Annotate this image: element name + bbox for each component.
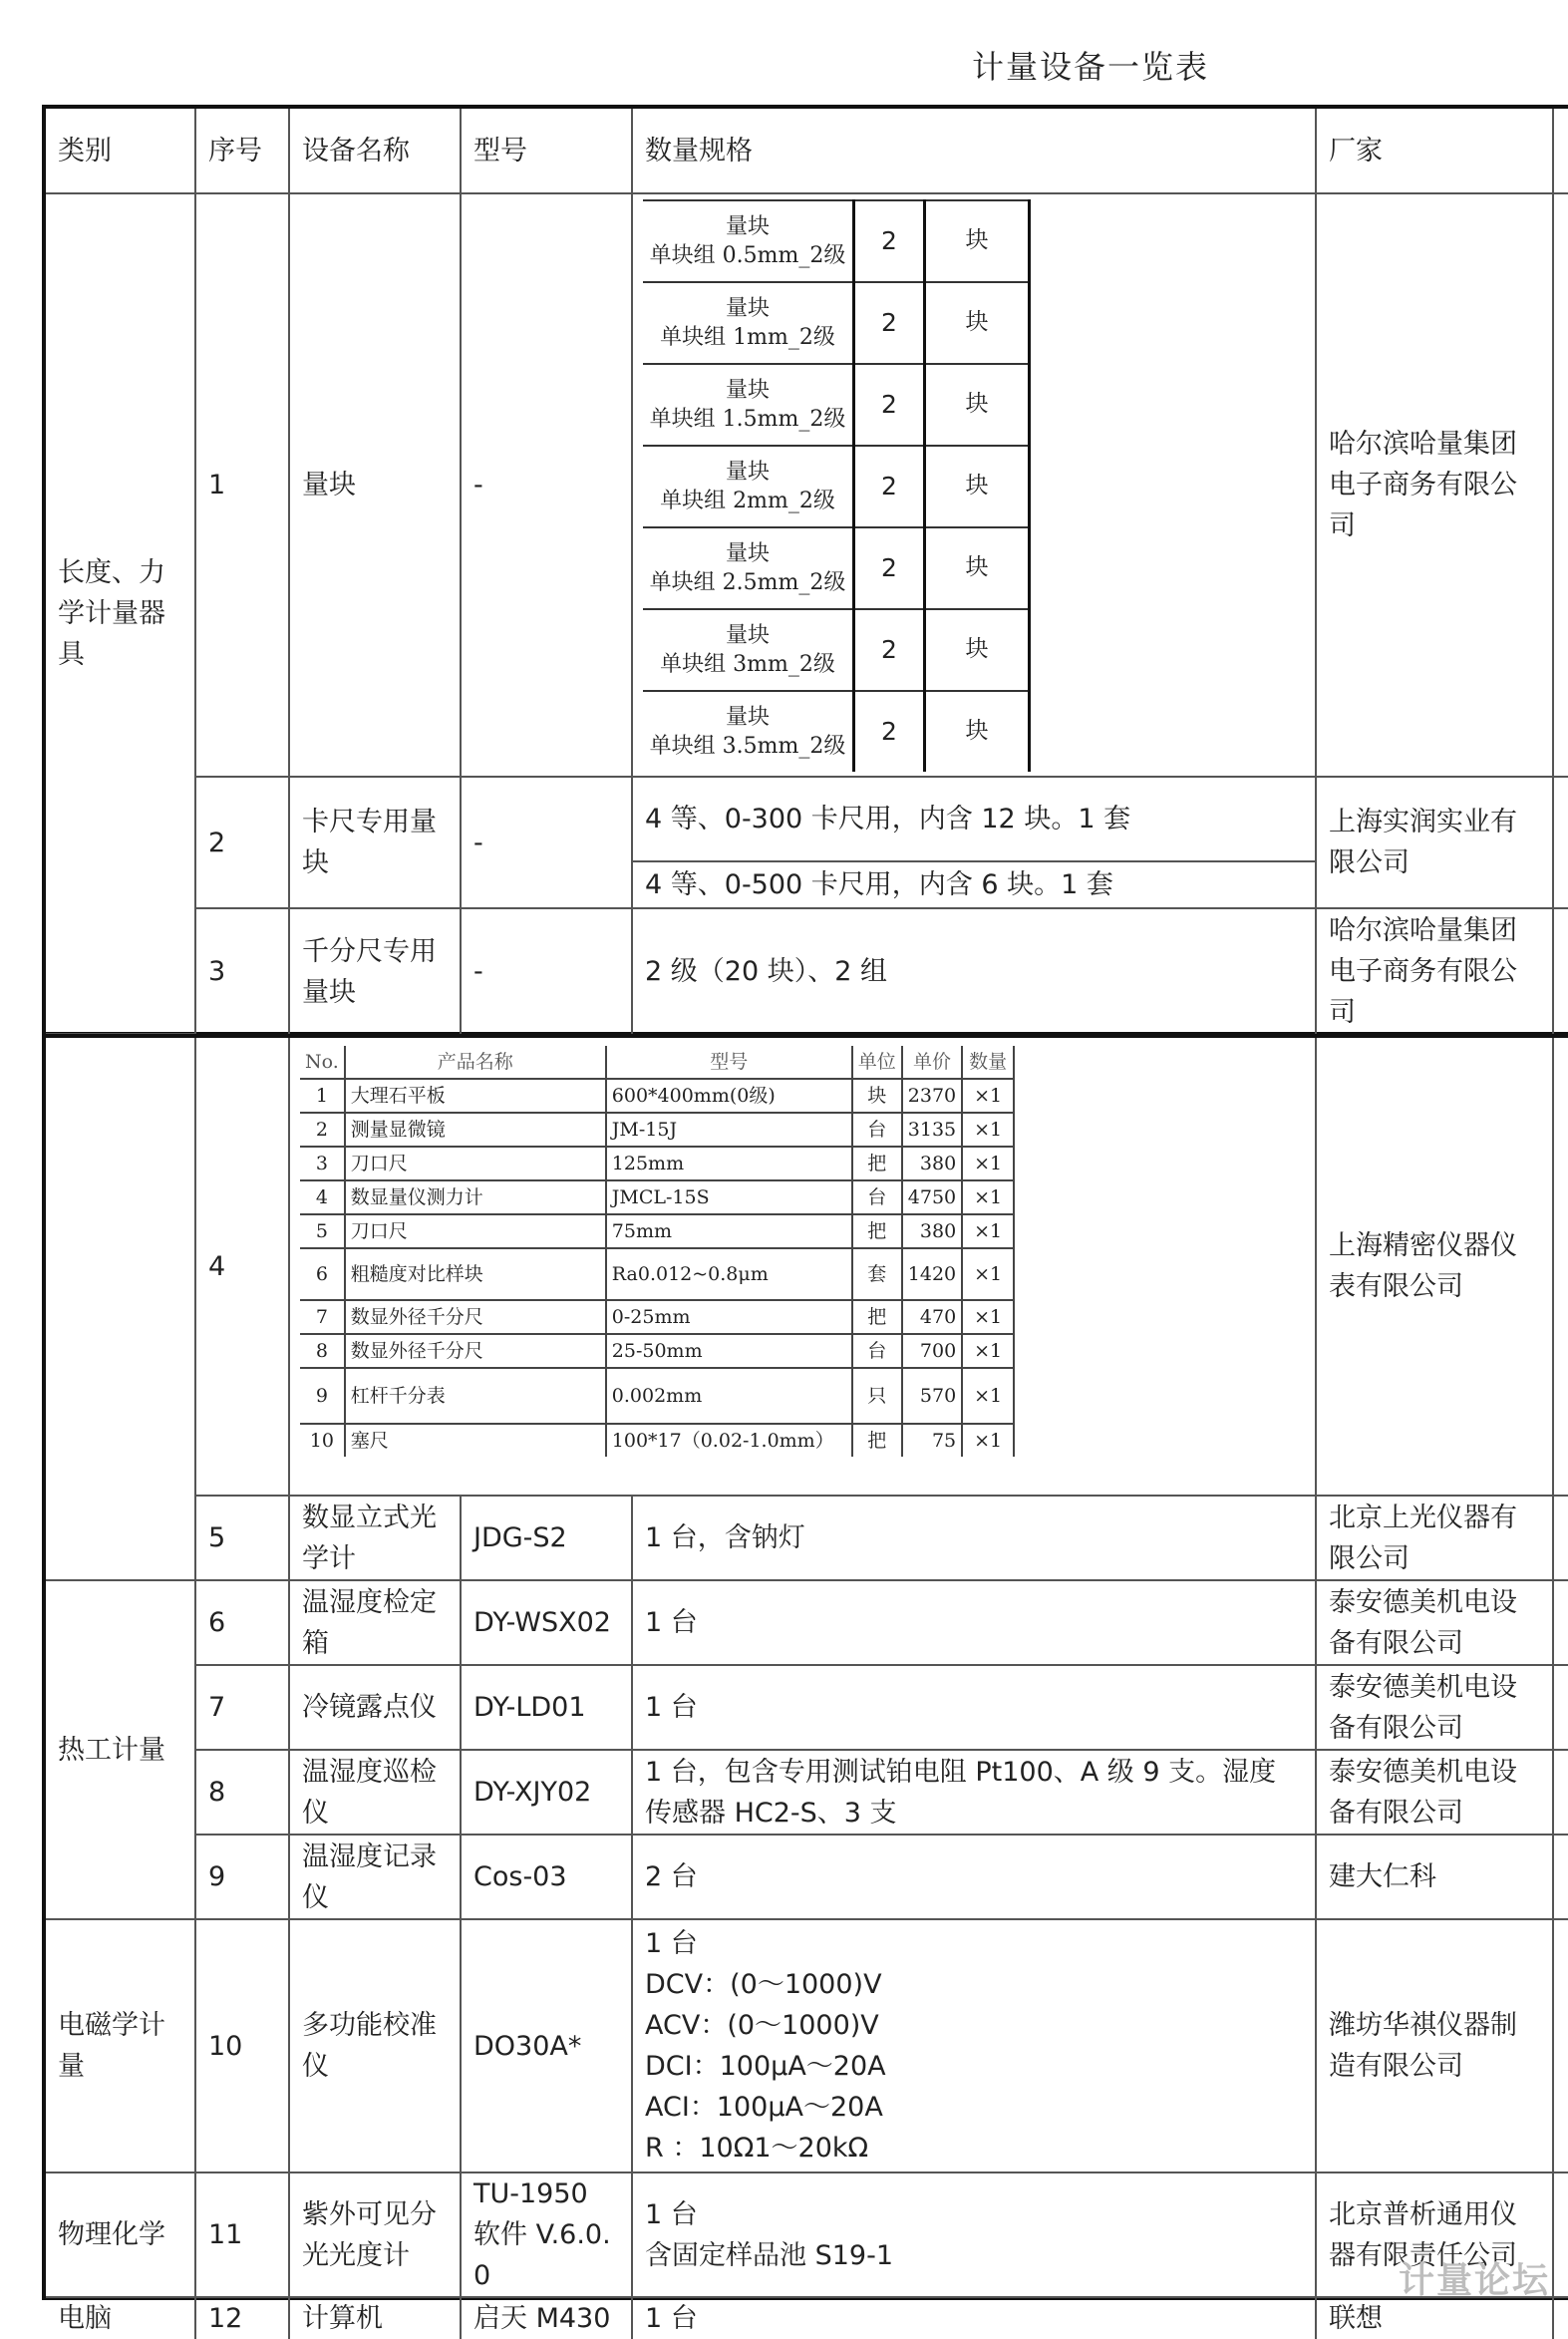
- equipment-table-part2: [42, 1034, 1568, 2334]
- row-maker: 哈尔滨哈量集团电子商务有限公司: [1316, 193, 1553, 777]
- row-model: TU-1950 软件 V.6.0.0: [461, 2172, 632, 2297]
- product-row: 10 塞尺 100*17（0.02-1.0mm） 把 75 ×1: [300, 1424, 1014, 1457]
- row-no: 11: [195, 2172, 289, 2297]
- product-row: 3 刀口尺 125mm 把 380 ×1: [300, 1147, 1014, 1180]
- category-cell: 电脑: [46, 2297, 195, 2339]
- row-spec: 1 台: [632, 1580, 1316, 1665]
- row-no: 3: [195, 908, 289, 1034]
- row-spec: [632, 193, 1316, 777]
- row-no: 5: [195, 1496, 289, 1580]
- row-no: 4: [195, 1038, 289, 1496]
- row-maker: 哈尔滨哈量集团电子商务有限公司: [1316, 908, 1553, 1034]
- row-no: 2: [195, 777, 289, 908]
- row-maker: 上海实润实业有限公司: [1316, 777, 1553, 908]
- table-row: [46, 1919, 1568, 2172]
- row-name: 千分尺专用量块: [289, 908, 461, 1034]
- row-name: 温湿度记录仪: [289, 1835, 461, 1919]
- row-model: 启天 M430: [461, 2297, 632, 2339]
- row-spec: 1 台 含固定样品池 S19-1: [632, 2172, 1316, 2297]
- table-row: [46, 2297, 1568, 2339]
- table-row: [46, 1750, 1568, 1835]
- product-table: [300, 1046, 1015, 1457]
- row-spec: 1 台 DCV：(0～1000)V ACV：(0～1000)V DCI：100μA～20A ACI：100μA～20A R ：10Ω1～20kΩ: [632, 1919, 1316, 2172]
- row-maker: 建大仁科: [1316, 1835, 1553, 1919]
- table-row: [46, 1580, 1568, 1665]
- row-spec: 1 台，包含专用测试铂电阻 Pt100、A 级 9 支。湿度传感器 HC2-S、3 支: [632, 1750, 1316, 1835]
- header-spec: 数量规格: [632, 109, 1316, 193]
- header-model: 型号: [461, 109, 632, 193]
- row-name: 冷镜露点仪: [289, 1665, 461, 1750]
- gauge-block-row: 量块 单块组 1.5mm_2级 2 块: [643, 364, 1030, 446]
- header-category: 类别: [46, 109, 195, 193]
- row-model: Cos-03: [461, 1835, 632, 1919]
- category-cell: [46, 1038, 195, 1580]
- row-model: -: [461, 193, 632, 777]
- row-model: DY-WSX02: [461, 1580, 632, 1665]
- product-row: 9 杠杆千分表 0.002mm 只 570 ×1: [300, 1368, 1014, 1424]
- row-model: -: [461, 777, 632, 908]
- gauge-block-row: 量块 单块组 3mm_2级 2 块: [643, 609, 1030, 691]
- table-row: [46, 193, 1568, 777]
- row-spec: 2 级（20 块）、2 组: [632, 908, 1316, 1034]
- row-spec: [632, 777, 1316, 908]
- row-name: 温湿度巡检仪: [289, 1750, 461, 1835]
- spec-line: 4 等、0-300 卡尺用，内含 12 块。1 套: [633, 778, 1315, 862]
- row-no: 10: [195, 1919, 289, 2172]
- product-row: 7 数显外径千分尺 0-25mm 把 470 ×1: [300, 1300, 1014, 1334]
- row-model: -: [461, 908, 632, 1034]
- row-spec: 2 台: [632, 1835, 1316, 1919]
- product-row: 1 大理石平板 600*400mm(0级) 块 2370 ×1: [300, 1079, 1014, 1113]
- row-maker: 上海精密仪器仪表有限公司: [1316, 1038, 1553, 1496]
- document-title: 计量设备一览表: [972, 48, 1210, 86]
- row-name: 数显立式光学计: [289, 1496, 461, 1580]
- header-name: 设备名称: [289, 109, 461, 193]
- row-maker: 泰安德美机电设备有限公司: [1316, 1750, 1553, 1835]
- table-row: [46, 1038, 1568, 1496]
- row-spec: 1 台: [632, 1665, 1316, 1750]
- table-row: [46, 908, 1568, 1034]
- table-row: [46, 777, 1568, 908]
- header-no: 序号: [195, 109, 289, 193]
- gauge-block-row: 量块 单块组 1mm_2级 2 块: [643, 282, 1030, 364]
- category-cell: 热工计量: [46, 1580, 195, 1919]
- row-model: JDG-S2: [461, 1496, 632, 1580]
- row-model: DY-XJY02: [461, 1750, 632, 1835]
- product-row: 8 数显外径千分尺 25-50mm 台 700 ×1: [300, 1334, 1014, 1368]
- row-name: 紫外可见分光光度计: [289, 2172, 461, 2297]
- gauge-block-row: 量块 单块组 2mm_2级 2 块: [643, 446, 1030, 527]
- table-row: [46, 1835, 1568, 1919]
- product-row: 6 粗糙度对比样块 Ra0.012~0.8μm 套 1420 ×1: [300, 1248, 1014, 1300]
- row-model: DY-LD01: [461, 1665, 632, 1750]
- product-header-row: No. 产品名称 型号 单位 单价 数量: [300, 1046, 1014, 1079]
- row-spec: 1 台，含钠灯: [632, 1496, 1316, 1580]
- forum-watermark: 计量论坛: [1398, 2260, 1550, 2301]
- category-cell: 电磁学计量: [46, 1919, 195, 2172]
- header-maker: 厂家: [1316, 109, 1553, 193]
- gauge-block-row: 量块 单块组 2.5mm_2级 2 块: [643, 527, 1030, 609]
- row-no: 12: [195, 2297, 289, 2339]
- row-no: 1: [195, 193, 289, 777]
- row-name: 计算机: [289, 2297, 461, 2339]
- equipment-table-part1: [42, 105, 1568, 1036]
- gauge-block-row: 量块 单块组 0.5mm_2级 2 块: [643, 200, 1030, 282]
- row-no: 7: [195, 1665, 289, 1750]
- row-maker: 泰安德美机电设备有限公司: [1316, 1665, 1553, 1750]
- gauge-block-row: 量块 单块组 3.5mm_2级 2 块: [643, 691, 1030, 772]
- product-row: 5 刀口尺 75mm 把 380 ×1: [300, 1214, 1014, 1248]
- category-cell: 物理化学: [46, 2172, 195, 2297]
- spec-line: 4 等、0-500 卡尺用，内含 6 块。1 套: [645, 869, 1113, 900]
- table-header-row: [46, 109, 1568, 193]
- row-no: 6: [195, 1580, 289, 1665]
- table-row: [46, 1496, 1568, 1580]
- product-list-cell: [289, 1038, 1316, 1496]
- row-maker: 北京普析通用仪器有限责任公司: [1316, 2172, 1553, 2297]
- row-model: DO30A*: [461, 1919, 632, 2172]
- row-spec: 1 台: [632, 2297, 1316, 2339]
- row-name: 多功能校准仪: [289, 1919, 461, 2172]
- row-maker: 北京上光仪器有限公司: [1316, 1496, 1553, 1580]
- row-name: 量块: [289, 193, 461, 777]
- row-maker: 联想: [1316, 2297, 1553, 2339]
- row-no: 8: [195, 1750, 289, 1835]
- row-maker: 泰安德美机电设备有限公司: [1316, 1580, 1553, 1665]
- row-maker: 潍坊华祺仪器制造有限公司: [1316, 1919, 1553, 2172]
- row-name: 卡尺专用量块: [289, 777, 461, 908]
- row-name: 温湿度检定箱: [289, 1580, 461, 1665]
- product-row: 2 测量显微镜 JM-15J 台 3135 ×1: [300, 1113, 1014, 1147]
- table-row: [46, 2172, 1568, 2297]
- table-row: [46, 1665, 1568, 1750]
- row-no: 9: [195, 1835, 289, 1919]
- product-row: 4 数显量仪测力计 JMCL-15S 台 4750 ×1: [300, 1180, 1014, 1214]
- category-cell: 长度、力学计量器具: [46, 193, 195, 1034]
- gauge-block-table: [643, 199, 1031, 772]
